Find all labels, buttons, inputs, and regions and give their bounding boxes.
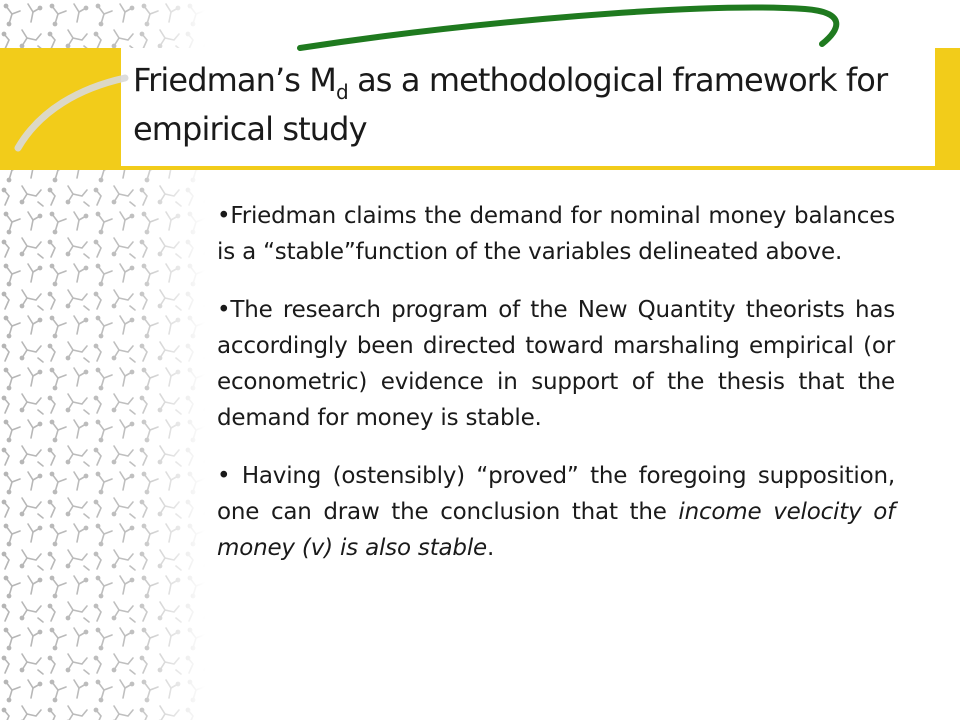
bullet-text-after: . — [486, 535, 495, 561]
title-rest: as a methodological framework for empirical study — [133, 61, 888, 148]
bullet-text-before: Having (ostensibly) “proved” the foregoing supposition, one can draw the conclusion that the — [217, 463, 895, 525]
bullet-marker: • — [217, 463, 231, 489]
bullet-item-3 — [217, 458, 895, 566]
bullet-list — [217, 198, 895, 566]
bullet-text-italic: income velocity of money (v) is also stable — [217, 499, 895, 561]
bullet-item-1 — [217, 198, 895, 270]
bullet-text: Friedman claims the demand for nominal money balances is a “stable”function of the variables delineated above. — [217, 203, 895, 265]
bullet-marker: • — [217, 203, 231, 229]
bullet-item-2 — [217, 292, 895, 436]
title-subscript: d — [336, 80, 348, 104]
page-title — [133, 56, 933, 154]
bullet-text: The research program of the New Quantity theorists has accordingly been directed toward marshaling empirical (or econometric) evidence in support of the thesis that the demand for money is stable. — [217, 297, 895, 431]
bullet-marker: • — [217, 297, 231, 323]
title-main: Friedman’s M — [133, 61, 337, 99]
